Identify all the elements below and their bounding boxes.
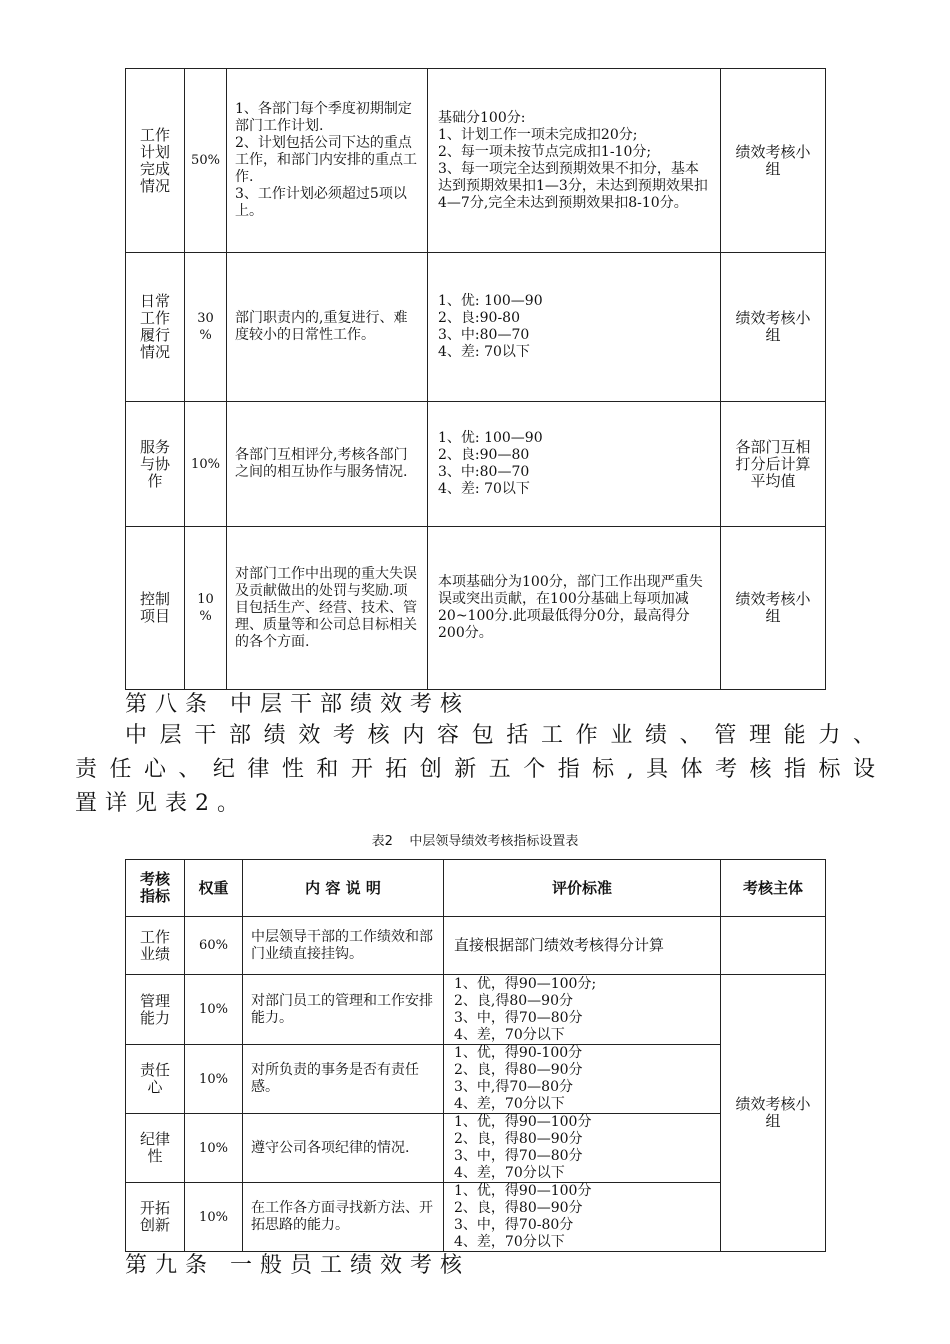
indicator-cell: 工作 计划 完成 情况 — [126, 69, 185, 253]
indicator-cell: 控制 项目 — [126, 527, 185, 690]
criteria-cell: 直接根据部门绩效考核得分计算 — [444, 917, 721, 975]
weight-cell: 10% — [185, 402, 227, 527]
table-row — [126, 527, 826, 690]
weight-cell: 10 % — [185, 527, 227, 690]
weight-cell: 60% — [185, 917, 243, 975]
indicator-cell: 服务 与协 作 — [126, 402, 185, 527]
weight-cell: 10% — [185, 975, 243, 1045]
department-kpi-table — [125, 68, 826, 690]
table-row — [126, 917, 826, 975]
indicator-cell: 纪律 性 — [126, 1114, 185, 1183]
subject-cell: 各部门互相 打分后计算 平均值 — [721, 402, 826, 527]
content-cell: 在工作各方面寻找新方法、开拓思路的能力。 — [243, 1183, 444, 1252]
middle-manager-kpi-table — [125, 859, 826, 1252]
criteria-cell: 本项基础分为100分，部门工作出现严重失误或突出贡献，在100分基础上每项加减20~100分.此项最低得分0分，最高得分200分。 — [428, 527, 721, 690]
content-cell: 对部门员工的管理和工作安排能力。 — [243, 975, 444, 1045]
article-8-paragraph-line: 责任心、纪律性和开拓创新五个指标,具体考核指标设 — [75, 757, 875, 782]
indicator-cell: 日常 工作 履行 情况 — [126, 253, 185, 402]
indicator-cell: 责任 心 — [126, 1045, 185, 1114]
table-row — [126, 402, 826, 527]
subject-cell: 绩效考核小 组 — [721, 253, 826, 402]
criteria-cell: 基础分100分: 1、计划工作一项未完成扣20分; 2、每一项未按节点完成扣1-10分; 3、每一项完全达到预期效果不扣分，基本达到预期效果扣1—3分，未达到预期效果扣4—7分,完全未达到预期效果扣8-10分。 — [428, 69, 721, 253]
subject-cell: 绩效考核小 组 — [721, 527, 826, 690]
article-8-paragraph-line: 置详见表2。 — [75, 791, 247, 816]
content-cell: 部门职责内的,重复进行、难度较小的日常性工作。 — [227, 253, 428, 402]
article-8-paragraph-line: 中层干部绩效考核内容包括工作业绩、管理能力、 — [125, 723, 875, 748]
header-indicator: 考核 指标 — [126, 860, 185, 917]
table-row — [126, 975, 826, 1045]
weight-cell: 50% — [185, 69, 227, 253]
weight-cell: 10% — [185, 1183, 243, 1252]
weight-cell: 10% — [185, 1045, 243, 1114]
table-2-caption: 表2 中层领导绩效考核指标设置表 — [371, 834, 579, 849]
content-cell: 遵守公司各项纪律的情况. — [243, 1114, 444, 1183]
weight-cell: 10% — [185, 1114, 243, 1183]
weight-cell: 30 % — [185, 253, 227, 402]
content-cell: 对部门工作中出现的重大失误及贡献做出的处罚与奖励.项目包括生产、经营、技术、管理、质量等和公司总目标相关的各个方面. — [227, 527, 428, 690]
article-8-heading: 第八条 中层干部绩效考核 — [125, 692, 470, 717]
content-cell: 1、各部门每个季度初期制定部门工作计划. 2、计划包括公司下达的重点工作，和部门内安排的重点工作. 3、工作计划必须超过5项以上。 — [227, 69, 428, 253]
article-9-heading: 第九条 一般员工绩效考核 — [125, 1253, 470, 1278]
criteria-cell: 1、优，得90-100分 2、良，得80—90分 3、中,得70—80分 4、差，70分以下 — [444, 1045, 721, 1114]
header-criteria: 评价标准 — [444, 860, 721, 917]
criteria-cell: 1、优，得90—100分 2、良，得80—90分 3、中，得70—80分 4、差，70分以下 — [444, 1114, 721, 1183]
indicator-cell: 开拓 创新 — [126, 1183, 185, 1252]
content-cell: 对所负责的事务是否有责任感。 — [243, 1045, 444, 1114]
table-row — [126, 69, 826, 253]
criteria-cell: 1、优: 100—90 2、良:90—80 3、中:80—70 4、差: 70以下 — [428, 402, 721, 527]
subject-cell-empty — [721, 917, 826, 975]
header-content: 内 容 说 明 — [243, 860, 444, 917]
indicator-cell: 管理 能力 — [126, 975, 185, 1045]
content-cell: 各部门互相评分,考核各部门之间的相互协作与服务情况. — [227, 402, 428, 527]
header-subject: 考核主体 — [721, 860, 826, 917]
criteria-cell: 1、优，得90—100分; 2、良,得80—90分 3、中，得70—80分 4、差，70分以下 — [444, 975, 721, 1045]
table-header-row — [126, 860, 826, 917]
subject-cell: 绩效考核小 组 — [721, 69, 826, 253]
criteria-cell: 1、优: 100—90 2、良:90-80 3、中:80—70 4、差: 70以下 — [428, 253, 721, 402]
criteria-cell: 1、优，得90—100分 2、良，得80—90分 3、中，得70-80分 4、差，70分以下 — [444, 1183, 721, 1252]
indicator-cell: 工作 业绩 — [126, 917, 185, 975]
content-cell: 中层领导干部的工作绩效和部门业绩直接挂钩。 — [243, 917, 444, 975]
subject-cell-merged: 绩效考核小 组 — [721, 975, 826, 1252]
table-row — [126, 253, 826, 402]
header-weight: 权重 — [185, 860, 243, 917]
